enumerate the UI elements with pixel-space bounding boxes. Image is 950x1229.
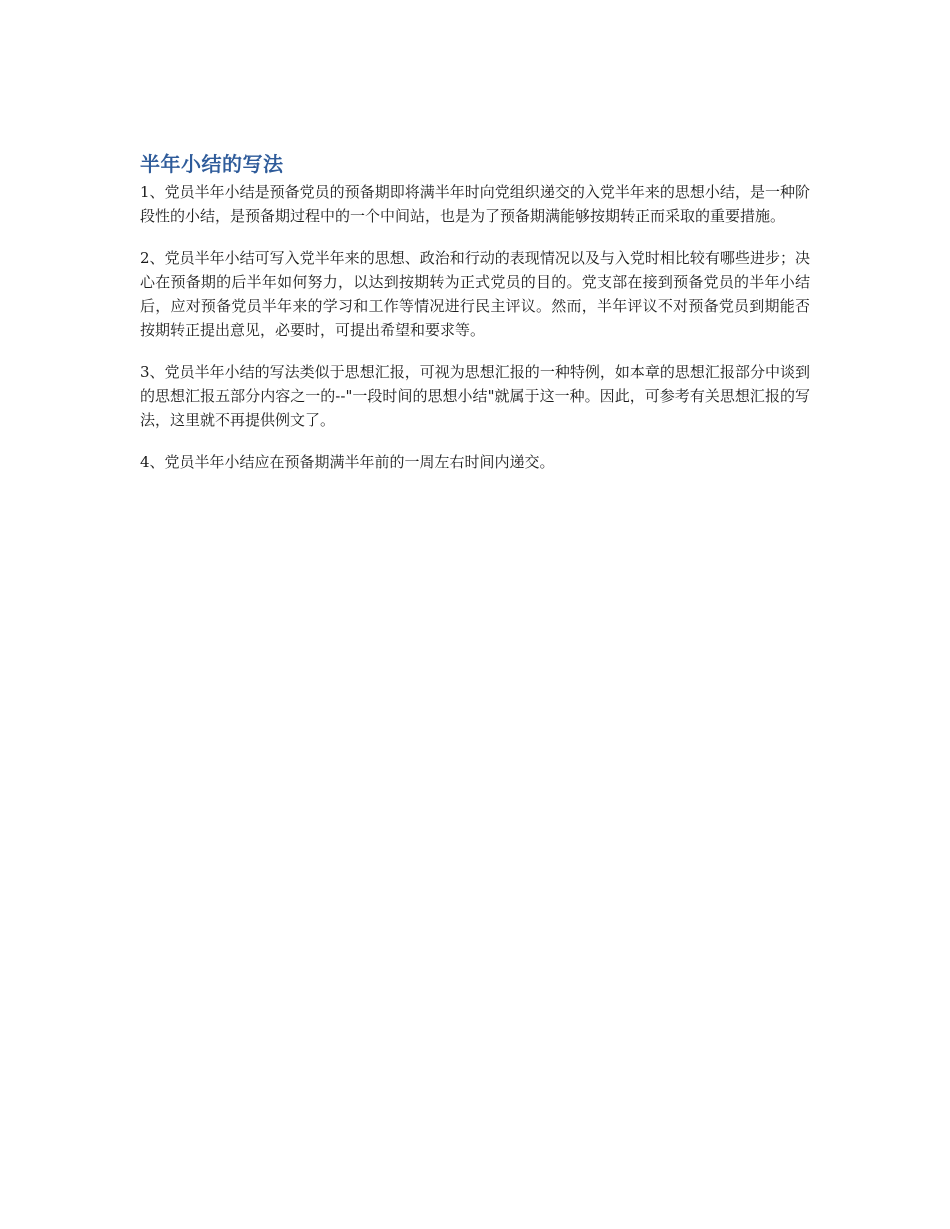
paragraph-2: 2、党员半年小结可写入党半年来的思想、政治和行动的表现情况以及与入党时相比较有哪些进步；决心在预备期的后半年如何努力，以达到按期转为正式党员的目的。党支部在接到预备党员的半年小结后，应对预备党员半年来的学习和工作等情况进行民主评议。然而，半年评议不对预备党员到期能否按期转正提出意见，必要时，可提出希望和要求等。 bbox=[140, 249, 810, 339]
paragraph-4: 4、党员半年小结应在预备期满半年前的一周左右时间内递交。 bbox=[140, 453, 555, 471]
document-body bbox=[140, 150, 810, 492]
document-title: 半年小结的写法 bbox=[140, 152, 284, 176]
paragraph-1: 1、党员半年小结是预备党员的预备期即将满半年时向党组织递交的入党半年来的思想小结，是一种阶段性的小结，是预备期过程中的一个中间站，也是为了预备期满能够按期转正而采取的重要措施。 bbox=[140, 183, 810, 225]
paragraph-3: 3、党员半年小结的写法类似于思想汇报，可视为思想汇报的一种特例，如本章的思想汇报部分中谈到的思想汇报五部分内容之一的--"一段时间的思想小结"就属于这一种。因此，可参考有关思想汇报的写法，这里就不再提供例文了。 bbox=[140, 363, 810, 429]
